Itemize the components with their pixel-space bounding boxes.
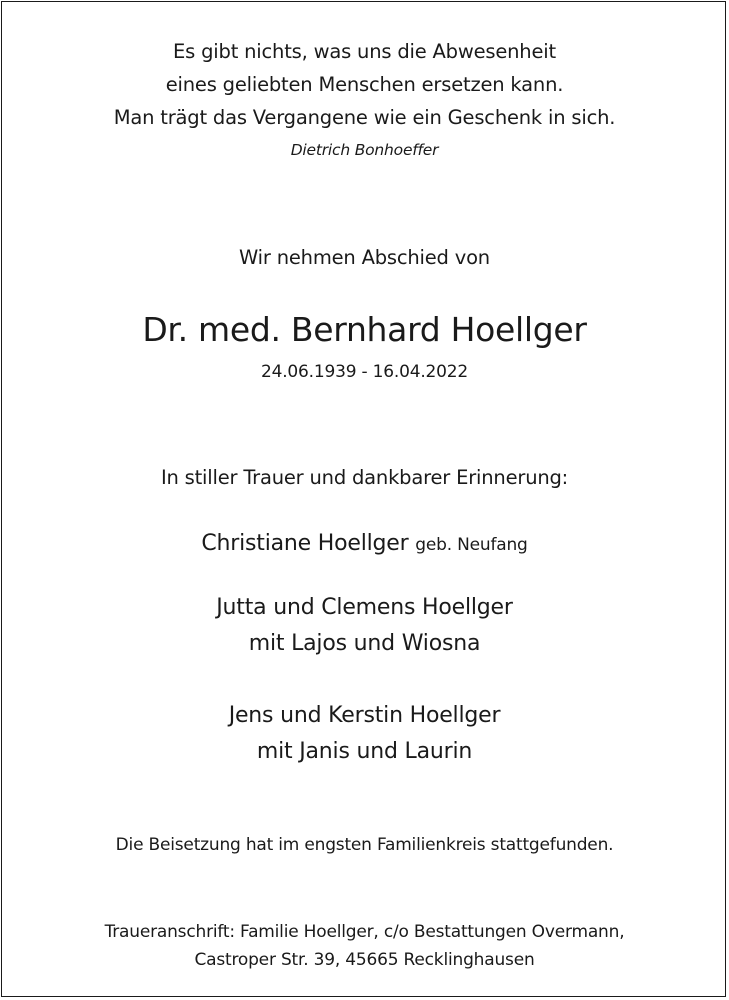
quote-line-2: eines geliebten Menschen ersetzen kann. xyxy=(165,73,564,96)
burial-note: Die Beisetzung hat im engsten Familienkreis stattgefunden. xyxy=(115,835,614,855)
widow-maiden-name: geb. Neufang xyxy=(415,535,528,555)
life-dates: 24.06.1939 - 16.04.2022 xyxy=(260,362,468,382)
farewell-intro: Wir nehmen Abschied von xyxy=(239,246,490,269)
family-1-line-2: mit Lajos und Wiosna xyxy=(248,631,481,656)
address-line-2: Castroper Str. 39, 45665 Recklinghausen xyxy=(194,950,535,970)
deceased-name: Dr. med. Bernhard Hoellger xyxy=(142,310,587,349)
quote-line-3: Man trägt das Vergangene wie ein Geschenk in sich. xyxy=(113,106,616,129)
mourning-line: In stiller Trauer und dankbarer Erinnerung: xyxy=(160,466,569,489)
widow-line xyxy=(0,531,729,556)
quote-line-1: Es gibt nichts, was uns die Abwesenheit xyxy=(173,40,556,63)
widow-name: Christiane Hoellger xyxy=(201,531,409,556)
address-line-1: Traueranschrift: Familie Hoellger, c/o Bestattungen Overmann, xyxy=(104,922,625,942)
family-2-line-1: Jens und Kerstin Hoellger xyxy=(228,703,501,728)
family-1-line-1: Jutta und Clemens Hoellger xyxy=(216,595,513,620)
quote-author: Dietrich Bonhoeffer xyxy=(290,141,439,159)
family-2-line-2: mit Janis und Laurin xyxy=(256,739,473,764)
